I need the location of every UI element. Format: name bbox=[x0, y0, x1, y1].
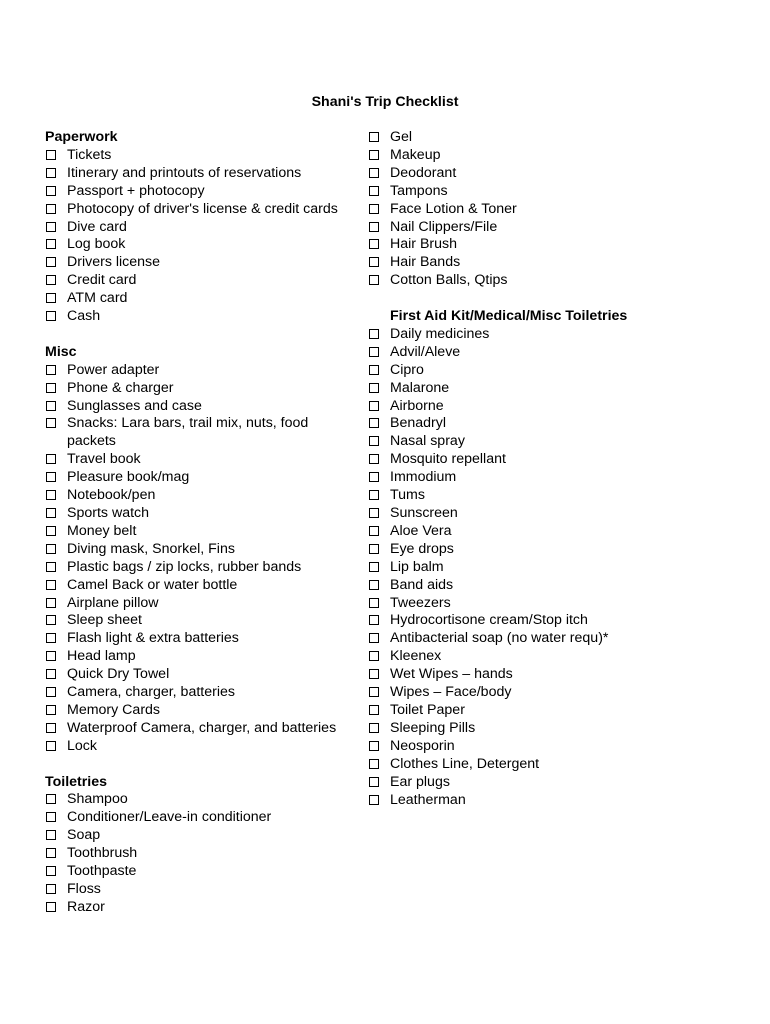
checkbox-icon[interactable] bbox=[46, 687, 56, 697]
checklist bbox=[368, 129, 668, 290]
checklist-item-label: Camel Back or water bottle bbox=[67, 576, 238, 593]
section-heading: First Aid Kit/Medical/Misc Toiletries bbox=[390, 308, 628, 325]
checklist-item-label: Drivers license bbox=[67, 254, 161, 271]
checklist-item-label: Shampoo bbox=[67, 791, 128, 808]
checklist-item-label: Cash bbox=[67, 308, 101, 325]
checklist-item-label: Tums bbox=[390, 487, 425, 504]
checklist-item-label: Diving mask, Snorkel, Fins bbox=[67, 540, 235, 557]
checklist-item-label: Razor bbox=[67, 898, 105, 915]
checkbox-icon[interactable] bbox=[46, 562, 56, 572]
checklist-item-label: Tampons bbox=[390, 182, 448, 199]
checklist-item[interactable] bbox=[368, 792, 668, 810]
checklist-item[interactable] bbox=[45, 595, 370, 613]
checkbox-icon[interactable] bbox=[46, 365, 56, 375]
checklist-item-label: Mosquito repellant bbox=[390, 451, 506, 468]
checklist-item[interactable] bbox=[368, 487, 668, 505]
checklist-item[interactable] bbox=[45, 505, 370, 523]
checklist-item-label: Makeup bbox=[390, 146, 441, 163]
checklist-item[interactable] bbox=[45, 827, 370, 845]
checkbox-icon[interactable] bbox=[46, 580, 56, 590]
checkbox-icon[interactable] bbox=[369, 275, 379, 285]
checklist-item-label: Airborne bbox=[390, 397, 444, 414]
checklist-item[interactable] bbox=[368, 254, 668, 272]
checklist-item[interactable] bbox=[45, 845, 370, 863]
checklist-item-label: Passport + photocopy bbox=[67, 182, 205, 199]
checklist-item-label: Lock bbox=[67, 737, 97, 754]
checkbox-icon[interactable] bbox=[369, 777, 379, 787]
checklist-item[interactable] bbox=[45, 469, 370, 487]
checklist-item[interactable] bbox=[45, 684, 370, 702]
checklist-item-label: Toothpaste bbox=[67, 863, 137, 880]
checklist-item-label: Flash light & extra batteries bbox=[67, 630, 239, 647]
checkbox-icon[interactable] bbox=[46, 544, 56, 554]
checklist-item-label: Phone & charger bbox=[67, 379, 174, 396]
checklist-item[interactable] bbox=[368, 272, 668, 290]
checkbox-icon[interactable] bbox=[369, 383, 379, 393]
checklist-item[interactable] bbox=[368, 236, 668, 254]
checklist-item[interactable] bbox=[45, 236, 370, 254]
checkbox-icon[interactable] bbox=[46, 794, 56, 804]
checklist-item-label: Clothes Line, Detergent bbox=[390, 755, 540, 772]
checkbox-icon[interactable] bbox=[46, 812, 56, 822]
checkbox-icon[interactable] bbox=[369, 490, 379, 500]
checkbox-icon[interactable] bbox=[46, 902, 56, 912]
checkbox-icon[interactable] bbox=[369, 598, 379, 608]
section-heading: Toiletries bbox=[45, 773, 108, 790]
checkbox-icon[interactable] bbox=[46, 472, 56, 482]
checklist-item-label: Immodium bbox=[390, 469, 457, 486]
checkbox-icon[interactable] bbox=[46, 669, 56, 679]
checklist bbox=[368, 326, 668, 809]
checklist-item-label: Kleenex bbox=[390, 648, 442, 665]
checkbox-icon[interactable] bbox=[46, 454, 56, 464]
checklist-item[interactable] bbox=[45, 201, 370, 219]
checklist-item[interactable] bbox=[368, 648, 668, 666]
checklist-item[interactable] bbox=[368, 362, 668, 380]
checklist-item[interactable] bbox=[368, 505, 668, 523]
checklist-item[interactable] bbox=[368, 165, 668, 183]
checkbox-icon[interactable] bbox=[46, 848, 56, 858]
checklist-item[interactable] bbox=[368, 326, 668, 344]
checklist-item-label: Head lamp bbox=[67, 648, 136, 665]
checkbox-icon[interactable] bbox=[369, 687, 379, 697]
checklist-item[interactable] bbox=[368, 183, 668, 201]
checklist-item-label: Advil/Aleve bbox=[390, 343, 461, 360]
checklist-item[interactable] bbox=[45, 147, 370, 165]
checklist-item[interactable] bbox=[45, 630, 370, 648]
checklist-item[interactable] bbox=[45, 523, 370, 541]
checklist-item[interactable] bbox=[45, 863, 370, 881]
checklist-item-label: Memory Cards bbox=[67, 701, 161, 718]
checklist-item-label: Nail Clippers/File bbox=[390, 218, 498, 235]
checkbox-icon[interactable] bbox=[369, 633, 379, 643]
checklist-item[interactable] bbox=[45, 290, 370, 308]
checklist-item[interactable] bbox=[45, 362, 370, 380]
checklist-item-label: Sports watch bbox=[67, 504, 150, 521]
checklist-item[interactable] bbox=[368, 684, 668, 702]
checklist-item[interactable] bbox=[368, 415, 668, 433]
checkbox-icon[interactable] bbox=[369, 741, 379, 751]
checklist-item-label: Lip balm bbox=[390, 558, 444, 575]
checkbox-icon[interactable] bbox=[369, 454, 379, 464]
checklist-item-label: Snacks: Lara bars, trail mix, nuts, food packets bbox=[67, 415, 309, 450]
checklist-item[interactable] bbox=[368, 666, 668, 684]
section-heading: Misc bbox=[45, 343, 77, 360]
checkbox-icon[interactable] bbox=[369, 759, 379, 769]
checkbox-icon[interactable] bbox=[46, 866, 56, 876]
checkbox-icon[interactable] bbox=[369, 705, 379, 715]
checkbox-icon[interactable] bbox=[46, 723, 56, 733]
checkbox-icon[interactable] bbox=[369, 526, 379, 536]
checklist-item[interactable] bbox=[45, 219, 370, 237]
left-column bbox=[45, 129, 370, 917]
checklist-item[interactable] bbox=[368, 147, 668, 165]
checklist-item-label: Money belt bbox=[67, 522, 137, 539]
checklist-item-label: Antibacterial soap (no water requ)* bbox=[390, 630, 609, 647]
checklist-item[interactable] bbox=[45, 648, 370, 666]
checklist-item-label: Neosporin bbox=[390, 737, 455, 754]
checklist-item-label: Conditioner/Leave-in conditioner bbox=[67, 809, 272, 826]
checkbox-icon[interactable] bbox=[46, 239, 56, 249]
checklist-item-label: Leatherman bbox=[390, 791, 466, 808]
checkbox-icon[interactable] bbox=[46, 508, 56, 518]
checklist-item-label: ATM card bbox=[67, 290, 128, 307]
checklist-item-label: Toothbrush bbox=[67, 845, 138, 862]
checklist-item[interactable] bbox=[368, 541, 668, 559]
checkbox-icon[interactable] bbox=[46, 401, 56, 411]
checklist-item-label: Benadryl bbox=[390, 415, 446, 432]
checklist-item[interactable] bbox=[45, 738, 370, 756]
checklist-item[interactable] bbox=[45, 415, 370, 451]
checkbox-icon[interactable] bbox=[369, 204, 379, 214]
checkbox-icon[interactable] bbox=[369, 580, 379, 590]
checklist-item[interactable] bbox=[368, 523, 668, 541]
checklist-section-first-aid-kit-medical-misc-toiletries bbox=[368, 308, 668, 809]
checklist-item-label: Power adapter bbox=[67, 361, 160, 378]
checklist-item[interactable] bbox=[45, 380, 370, 398]
checklist-item[interactable] bbox=[368, 398, 668, 416]
checkbox-icon[interactable] bbox=[369, 222, 379, 232]
checkbox-icon[interactable] bbox=[46, 150, 56, 160]
checkbox-icon[interactable] bbox=[46, 311, 56, 321]
checkbox-icon[interactable] bbox=[46, 204, 56, 214]
checklist bbox=[45, 362, 370, 756]
checkbox-icon[interactable] bbox=[46, 275, 56, 285]
checkbox-icon[interactable] bbox=[369, 186, 379, 196]
checklist-item-label: Band aids bbox=[390, 576, 454, 593]
checkbox-icon[interactable] bbox=[46, 705, 56, 715]
checklist-item[interactable] bbox=[368, 774, 668, 792]
checklist-item-label: Photocopy of driver's license & credit cards bbox=[67, 200, 338, 217]
checkbox-icon[interactable] bbox=[46, 615, 56, 625]
checklist-item[interactable] bbox=[45, 577, 370, 595]
checkbox-icon[interactable] bbox=[369, 562, 379, 572]
checkbox-icon[interactable] bbox=[46, 168, 56, 178]
checklist-item-label: Eye drops bbox=[390, 540, 454, 557]
checklist-item-label: Ear plugs bbox=[390, 773, 450, 790]
checkbox-icon[interactable] bbox=[369, 651, 379, 661]
checklist-item[interactable] bbox=[45, 183, 370, 201]
checklist-item[interactable] bbox=[368, 559, 668, 577]
checklist-item-label: Itinerary and printouts of reservations bbox=[67, 164, 302, 181]
checkbox-icon[interactable] bbox=[369, 436, 379, 446]
checklist-item[interactable] bbox=[368, 451, 668, 469]
checklist-item-label: Toilet Paper bbox=[390, 701, 465, 718]
checklist-item[interactable] bbox=[45, 791, 370, 809]
checklist-item-label: Credit card bbox=[67, 272, 137, 289]
checklist-item[interactable] bbox=[368, 433, 668, 451]
checklist-item-label: Sleeping Pills bbox=[390, 719, 476, 736]
right-column bbox=[368, 129, 668, 809]
section-heading: Paperwork bbox=[45, 129, 118, 145]
checklist-item-label: Nasal spray bbox=[390, 433, 465, 450]
checklist-item[interactable] bbox=[45, 451, 370, 469]
checkbox-icon[interactable] bbox=[46, 222, 56, 232]
checkbox-icon[interactable] bbox=[369, 795, 379, 805]
checkbox-icon[interactable] bbox=[46, 741, 56, 751]
checklist-item[interactable] bbox=[45, 165, 370, 183]
checklist-item-label: Soap bbox=[67, 827, 101, 844]
checklist-section-continued bbox=[368, 129, 668, 290]
checklist-item-label: Malarone bbox=[390, 379, 450, 396]
checklist-item[interactable] bbox=[368, 577, 668, 595]
checkbox-icon[interactable] bbox=[46, 383, 56, 393]
checklist-item[interactable] bbox=[45, 559, 370, 577]
checklist-section-paperwork bbox=[45, 129, 370, 326]
checklist-item[interactable] bbox=[368, 380, 668, 398]
checklist bbox=[45, 791, 370, 916]
checklist-item[interactable] bbox=[368, 469, 668, 487]
checkbox-icon[interactable] bbox=[46, 257, 56, 267]
checklist-item[interactable] bbox=[368, 720, 668, 738]
checkbox-icon[interactable] bbox=[369, 132, 379, 142]
checklist-item[interactable] bbox=[45, 254, 370, 272]
checklist-item[interactable] bbox=[45, 541, 370, 559]
checklist-item[interactable] bbox=[368, 129, 668, 147]
checkbox-icon[interactable] bbox=[46, 186, 56, 196]
checklist-item-label: Plastic bags / zip locks, rubber bands bbox=[67, 558, 302, 575]
checkbox-icon[interactable] bbox=[46, 526, 56, 536]
checklist-item-label: Dive card bbox=[67, 218, 127, 235]
page-title: Shani's Trip Checklist bbox=[311, 94, 459, 110]
checklist-item-label: Pleasure book/mag bbox=[67, 469, 190, 486]
checklist-item-label: Tweezers bbox=[390, 594, 451, 611]
checklist-item[interactable] bbox=[45, 612, 370, 630]
checklist-item-label: Notebook/pen bbox=[67, 487, 156, 504]
checkbox-icon[interactable] bbox=[369, 418, 379, 428]
checkbox-icon[interactable] bbox=[369, 257, 379, 267]
checklist-item-label: Deodorant bbox=[390, 164, 457, 181]
checkbox-icon[interactable] bbox=[369, 472, 379, 482]
checklist-item[interactable] bbox=[368, 219, 668, 237]
checklist-item[interactable] bbox=[368, 630, 668, 648]
checkbox-icon[interactable] bbox=[46, 293, 56, 303]
checklist-item-label: Camera, charger, batteries bbox=[67, 684, 235, 701]
checklist-item[interactable] bbox=[45, 487, 370, 505]
checklist-item[interactable] bbox=[45, 272, 370, 290]
checklist-item[interactable] bbox=[368, 702, 668, 720]
checklist-item[interactable] bbox=[368, 738, 668, 756]
checklist-item[interactable] bbox=[45, 720, 370, 738]
checkbox-icon[interactable] bbox=[46, 490, 56, 500]
checklist-item[interactable] bbox=[368, 201, 668, 219]
checkbox-icon[interactable] bbox=[46, 598, 56, 608]
checklist-item-label: Cipro bbox=[390, 361, 424, 378]
checkbox-icon[interactable] bbox=[369, 615, 379, 625]
checklist-item[interactable] bbox=[368, 595, 668, 613]
checklist-item-label: Sunscreen bbox=[390, 505, 458, 521]
checklist-item-label: Airplane pillow bbox=[67, 594, 159, 611]
checkbox-icon[interactable] bbox=[46, 884, 56, 894]
checklist-item-label: Travel book bbox=[67, 451, 141, 468]
checklist-section-toiletries bbox=[45, 774, 370, 917]
checkbox-icon[interactable] bbox=[46, 418, 56, 428]
checkbox-icon[interactable] bbox=[46, 830, 56, 840]
checkbox-icon[interactable] bbox=[369, 329, 379, 339]
checklist-item[interactable] bbox=[45, 702, 370, 720]
checkbox-icon[interactable] bbox=[369, 168, 379, 178]
checkbox-icon[interactable] bbox=[369, 723, 379, 733]
checklist-item-label: Gel bbox=[390, 129, 413, 145]
checkbox-icon[interactable] bbox=[369, 508, 379, 518]
checklist-item-label: Wet Wipes – hands bbox=[390, 666, 513, 683]
checklist-item[interactable] bbox=[45, 881, 370, 899]
checklist-item-label: Hydrocortisone cream/Stop itch bbox=[390, 612, 588, 629]
checkbox-icon[interactable] bbox=[46, 633, 56, 643]
checklist-item-label: Sleep sheet bbox=[67, 612, 142, 629]
checklist-section-misc bbox=[45, 344, 370, 756]
checklist-item-label: Tickets bbox=[67, 146, 112, 163]
checkbox-icon[interactable] bbox=[369, 239, 379, 249]
checklist-item-label: Wipes – Face/body bbox=[390, 684, 512, 701]
checkbox-icon[interactable] bbox=[369, 150, 379, 160]
checklist-item[interactable] bbox=[368, 756, 668, 774]
checklist-item-label: Aloe Vera bbox=[390, 522, 452, 539]
checklist-item[interactable] bbox=[45, 308, 370, 326]
checklist-item[interactable] bbox=[45, 809, 370, 827]
checkbox-icon[interactable] bbox=[369, 669, 379, 679]
checklist-item-label: Sunglasses and case bbox=[67, 397, 202, 414]
checklist-item-label: Hair Brush bbox=[390, 236, 458, 253]
checkbox-icon[interactable] bbox=[46, 651, 56, 661]
checklist-item-label: Quick Dry Towel bbox=[67, 666, 170, 683]
checkbox-icon[interactable] bbox=[369, 401, 379, 411]
checklist-item-label: Log book bbox=[67, 236, 126, 253]
checklist-item[interactable] bbox=[45, 666, 370, 684]
checklist-item[interactable] bbox=[45, 398, 370, 416]
checklist-item-label: Waterproof Camera, charger, and batteries bbox=[67, 719, 337, 736]
checklist-item[interactable] bbox=[368, 612, 668, 630]
checklist-item-label: Daily medicines bbox=[390, 325, 490, 342]
checkbox-icon[interactable] bbox=[369, 365, 379, 375]
checklist-item-label: Hair Bands bbox=[390, 254, 461, 271]
checkbox-icon[interactable] bbox=[369, 347, 379, 357]
checklist bbox=[45, 147, 370, 326]
checklist-item-label: Cotton Balls, Qtips bbox=[390, 272, 508, 289]
checklist-item-label: Floss bbox=[67, 880, 101, 897]
checklist-item[interactable] bbox=[368, 344, 668, 362]
checklist-item-label: Face Lotion & Toner bbox=[390, 200, 517, 217]
checkbox-icon[interactable] bbox=[369, 544, 379, 554]
checklist-item[interactable] bbox=[45, 899, 370, 917]
